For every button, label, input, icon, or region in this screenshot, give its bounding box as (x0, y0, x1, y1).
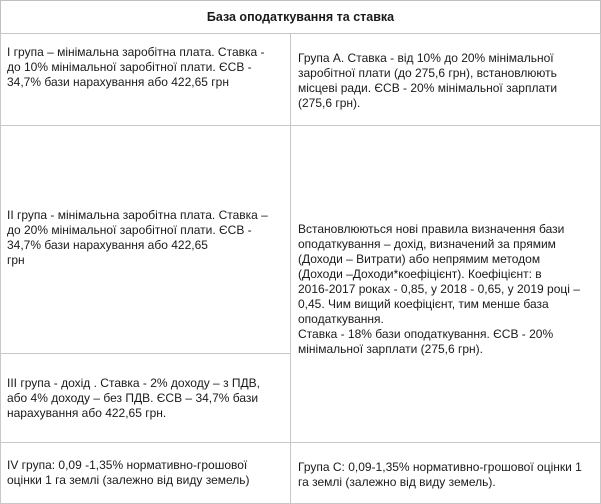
table-header-text: База оподаткування та ставка (206, 9, 395, 24)
table-header (0, 0, 601, 34)
cell-text: Група А. Ставка - від 10% до 20% мінімальної заробітної плати (до 275,6 грн), встановлюють місцеві ради. ЄСВ - 20% мінімальної зарплати (275,6 грн). (298, 51, 558, 110)
table-cell-group-4 (0, 442, 291, 504)
table-cell-group-1 (0, 33, 291, 126)
cell-text: І група – мінімальна заробітна плата. Ставка - до 10% мінімальної заробітної плати. ЄСВ - 34,7% бази нарахування або 422,65 грн (7, 45, 265, 89)
table-cell-group-3 (0, 353, 291, 443)
table-cell-group-c (290, 442, 601, 504)
cell-text: ІІІ група - дохід . Ставка - 2% доходу – з ПДВ, або 4% доходу – без ПДВ. ЄСВ – 34,7% бази нарахування або 422,65 грн. (7, 376, 260, 420)
table-cell-group-a (290, 33, 601, 126)
cell-text: Група С: 0,09-1,35% нормативно-грошової оцінки 1 га землі (залежно від виду земель). (298, 460, 582, 489)
cell-text: IV група: 0,09 -1,35% нормативно-грошової оцінки 1 га землі (залежно від виду земель) (7, 458, 250, 487)
table-cell-group-b (290, 125, 601, 443)
table-cell-group-2 (0, 125, 291, 354)
cell-text: ІІ група - мінімальна заробітна плата. Ставка – до 20% мінімальної заробітної плати. ЄСВ - 34,7% бази нарахування або 422,65 грн (7, 208, 268, 267)
cell-text: Встановлюються нові правила визначення бази оподаткування – дохід, визначений за прямим (Доходи – Витрати) або непрямим методом (Доходи –Доходи*коефіцієнт). Коефіцієнт: в 2016-2017 роках - 0,85, у 2018 - 0,65, у 2019 році – 0,45. Чим вищий коефіцієнт, тим менше база оподаткування. Ставка - 18% бази оподаткування. ЄСВ - 20% мінімальної зарплати (275,6 грн). (298, 222, 580, 356)
